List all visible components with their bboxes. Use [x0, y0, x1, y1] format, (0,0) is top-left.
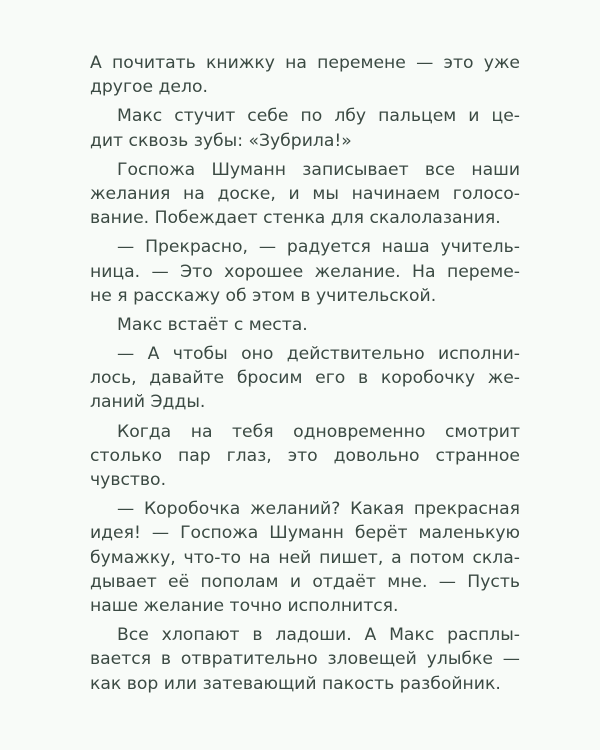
text-line: столько пар глаз, это довольно странное: [90, 445, 520, 466]
text-line: бумажку, что-то на ней пишет, а потом скла-: [90, 547, 520, 568]
text-line: Все хлопают в ладоши. А Макс расплы-: [117, 625, 520, 646]
text-line: другое дело.: [90, 77, 208, 98]
paragraph-3: [90, 158, 520, 231]
text-line: дывает её пополам и отдаёт мне. — Пусть: [90, 571, 520, 592]
paragraph-5: [90, 313, 520, 337]
text-line: наше желание точно исполнится.: [90, 595, 399, 616]
text-line: — Коробочка желаний? Какая прекрасная: [117, 499, 520, 520]
text-line: Макс стучит себе по лбу пальцем и це-: [117, 106, 520, 127]
text-line: как вор или затевающий пакость разбойник.: [90, 673, 501, 694]
text-line: дит сквозь зубы: «Зубрила!»: [90, 130, 352, 151]
paragraph-6: [90, 342, 520, 415]
text-line: лось, давайте бросим его в коробочку же-: [90, 368, 520, 389]
text-line: ница. — Это хорошее желание. На переме-: [90, 261, 520, 282]
text-line: желания на доске, и мы начинаем голосо-: [90, 183, 520, 204]
text-line: А почитать книжку на перемене — это уже: [90, 53, 520, 73]
text-line: вается в отвратительно зловещей улыбке —: [90, 649, 520, 670]
paragraph-8: [90, 497, 520, 618]
paragraph-1: [90, 51, 520, 99]
text-line: идея! — Госпожа Шуманн берёт маленькую: [90, 523, 520, 544]
text-line: — А чтобы оно действительно исполни-: [117, 344, 520, 365]
paragraph-7: [90, 420, 520, 493]
text-line: Когда на тебя одновременно смотрит: [117, 421, 520, 442]
text-line: не я расскажу об этом в учительской.: [90, 285, 437, 306]
paragraph-9: [90, 623, 520, 696]
text-line: вание. Побеждает стенка для скалолазания.: [90, 208, 501, 229]
text-line: — Прекрасно, — радуется наша учитель-: [117, 237, 520, 258]
paragraph-2: [90, 104, 520, 152]
paragraph-4: [90, 235, 520, 308]
text-line: ланий Эдды.: [90, 392, 206, 413]
body-text: [90, 51, 520, 696]
text-line: чувство.: [90, 470, 167, 490]
text-line: Госпожа Шуманн записывает все наши: [117, 159, 520, 180]
text-line: Макс встаёт с места.: [117, 314, 308, 335]
